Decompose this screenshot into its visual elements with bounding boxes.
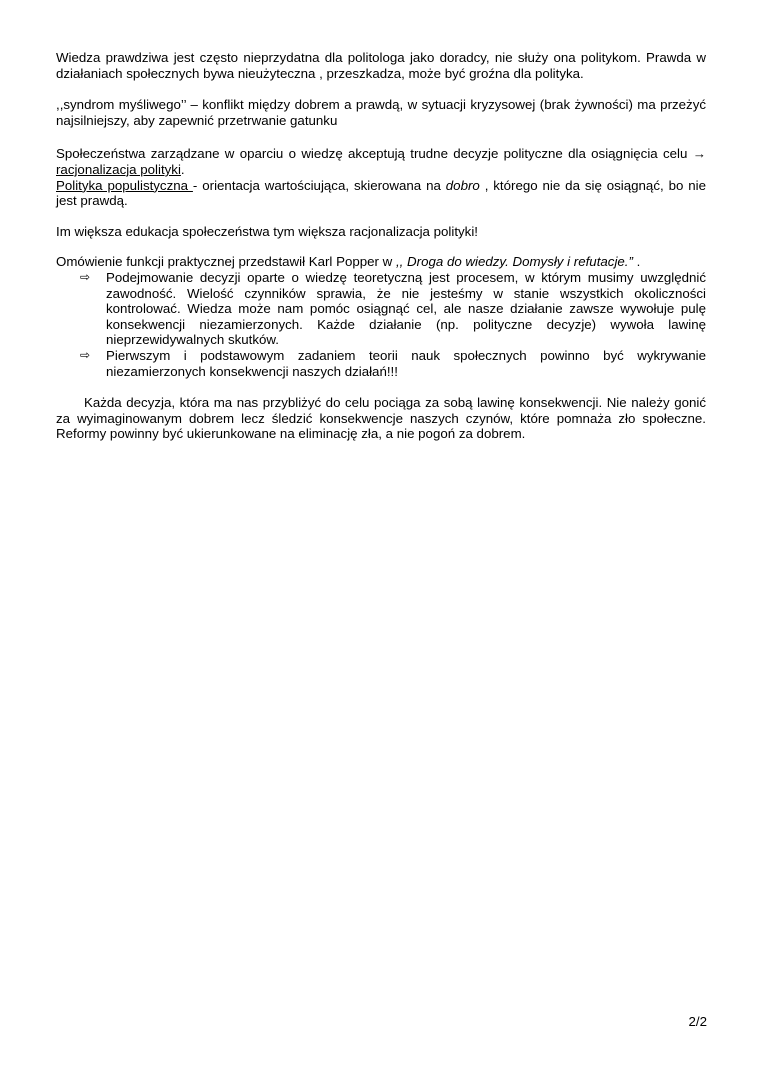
paragraph-consequences: Każda decyzja, która ma nas przybliżyć do celu pociąga za sobą lawinę konsekwencji. Nie należy gonić za wyimaginowanym dobrem lecz śledzić konsekwencje naszych czynów, które pomnaża zło społeczne. Reformy powinny być ukierunkowane na eliminację zła, a nie pogoń za dobrem.: [56, 395, 706, 442]
arrow-bullet-icon: ⇨: [80, 347, 91, 362]
popper-book-title: ,, Droga do wiedzy. Domysły i refutacje.”: [395, 254, 633, 270]
paragraph-education: Im większa edukacja społeczeństwa tym większa racjonalizacja polityki!: [56, 223, 478, 239]
populism-text: - orientacja wartościująca, skierowana na: [192, 177, 446, 193]
bullet-text: Podejmowanie decyzji oparte o wiedzę teoretyczną jest procesem, w którym musimy uwzględnić zawodność. Wielość czynników sprawia, że nie jesteśmy w stanie wszystkich okoliczności kontrolować. Wiedza może nam pomóc osiągnąć cel, ale nasze działanie zawsze wywołuje pulę konsekwencji niezamierzonych. Każde działanie (np. polityczne decyzje) wywoła lawinę nieprzewidywalnych skutków.: [106, 269, 706, 348]
rationalization-text: Społeczeństwa zarządzane w oparciu o wiedzę akceptują trudne decyzje polityczne dla osiągnięcia celu: [56, 146, 693, 162]
populism-end: , którego nie da się osiągnąć, bo nie jest prawdą.: [56, 177, 706, 209]
paragraph-populism: [56, 178, 706, 209]
popper-intro-text: Omówienie funkcji praktycznej przedstawił Karl Popper w: [56, 254, 396, 270]
rationalization-term: racjonalizacja polityki: [56, 161, 181, 177]
populism-term: Polityka populistyczna: [56, 177, 193, 193]
paragraph-truth-usefulness: Wiedza prawdziwa jest często nieprzydatna dla politologa jako doradcy, nie służy ona politykom. Prawda w działaniach społecznych bywa nieużyteczna , przeszkadza, może być groźna dla polityka.: [56, 50, 706, 81]
list-item: [80, 269, 706, 348]
document-page: [56, 50, 706, 442]
popper-intro-end: .: [632, 254, 641, 270]
rationalization-end: .: [180, 161, 185, 177]
list-item: [80, 347, 706, 379]
arrow-bullet-icon: ⇨: [80, 269, 91, 284]
paragraph-hunter-syndrome: ,,syndrom myśliwego’’ – konflikt między dobrem a prawdą, w sytuacji kryzysowej (brak żywności) ma przeżyć najsilniejszy, aby zapewnić przetrwanie gatunku: [56, 97, 706, 128]
arrow-right-icon: →: [692, 146, 706, 162]
populism-italic-good: dobro: [445, 177, 480, 193]
paragraph-popper-intro: [56, 254, 706, 270]
paragraph-rationalization: [56, 146, 706, 177]
popper-bullet-list: [56, 270, 706, 379]
bullet-text: Pierwszym i podstawowym zadaniem teorii nauk społecznych powinno być wykrywanie niezamierzonych konsekwencji naszych działań!!!: [106, 347, 706, 379]
page-number: 2/2: [688, 1014, 707, 1029]
